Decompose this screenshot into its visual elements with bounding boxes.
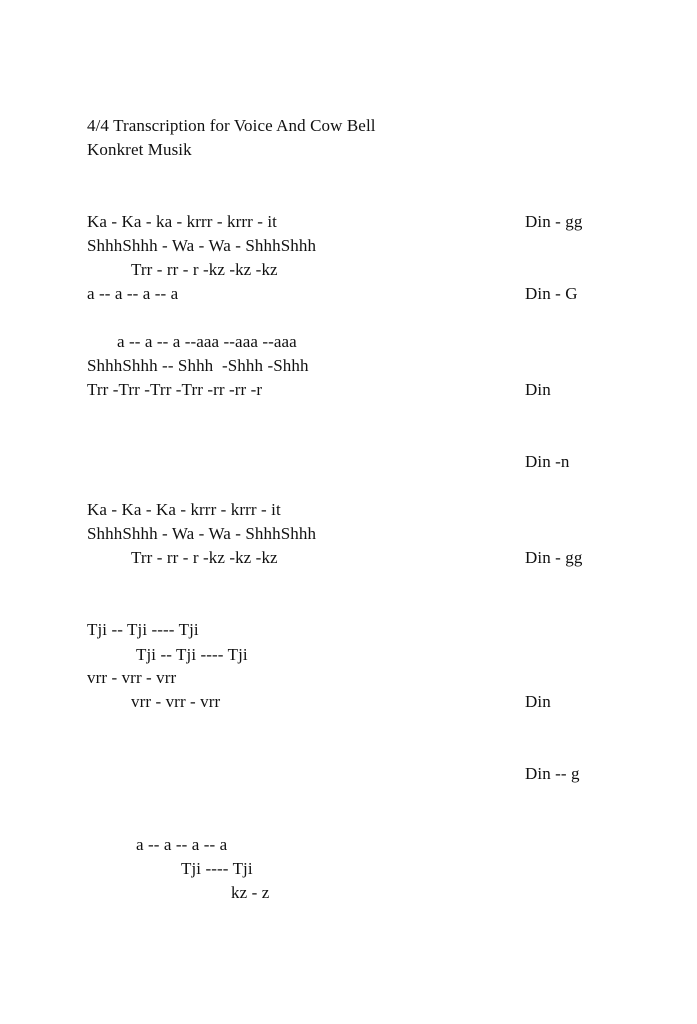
voice-line: Tji -- Tji ---- Tji — [87, 620, 199, 639]
page-subtitle: Konkret Musik — [87, 140, 192, 159]
voice-line: ShhhShhh - Wa - Wa - ShhhShhh — [87, 524, 317, 543]
bell-line: Din -n — [525, 452, 570, 471]
voice-line: a -- a -- a -- a — [87, 284, 179, 303]
page-title: 4/4 Transcription for Voice And Cow Bell — [87, 116, 376, 135]
voice-line: ShhhShhh - Wa - Wa - ShhhShhh — [87, 236, 317, 255]
voice-line: a -- a -- a --aaa --aaa --aaa — [117, 332, 297, 351]
voice-line: kz - z — [231, 883, 270, 902]
voice-line: Ka - Ka - ka - krrr - krrr - it — [87, 212, 278, 231]
voice-line: Trr -Trr -Trr -Trr -rr -rr -r — [87, 380, 263, 399]
bell-line: Din - G — [525, 284, 578, 303]
voice-line: ShhhShhh -- Shhh -Shhh -Shhh — [87, 356, 309, 375]
voice-line: Trr - rr - r -kz -kz -kz — [131, 548, 278, 567]
voice-line: Ka - Ka - Ka - krrr - krrr - it — [87, 500, 281, 519]
bell-line: Din — [525, 380, 551, 399]
voice-line: Tji ---- Tji — [181, 859, 253, 878]
voice-line: a -- a -- a -- a — [136, 835, 228, 854]
bell-line: Din — [525, 692, 551, 711]
voice-line: Trr - rr - r -kz -kz -kz — [131, 260, 278, 279]
bell-line: Din -- g — [525, 764, 580, 783]
voice-line: Tji -- Tji ---- Tji — [136, 645, 248, 664]
bell-line: Din - gg — [525, 212, 583, 231]
voice-line: vrr - vrr - vrr — [87, 668, 177, 687]
bell-line: Din - gg — [525, 548, 583, 567]
voice-line: vrr - vrr - vrr — [131, 692, 221, 711]
